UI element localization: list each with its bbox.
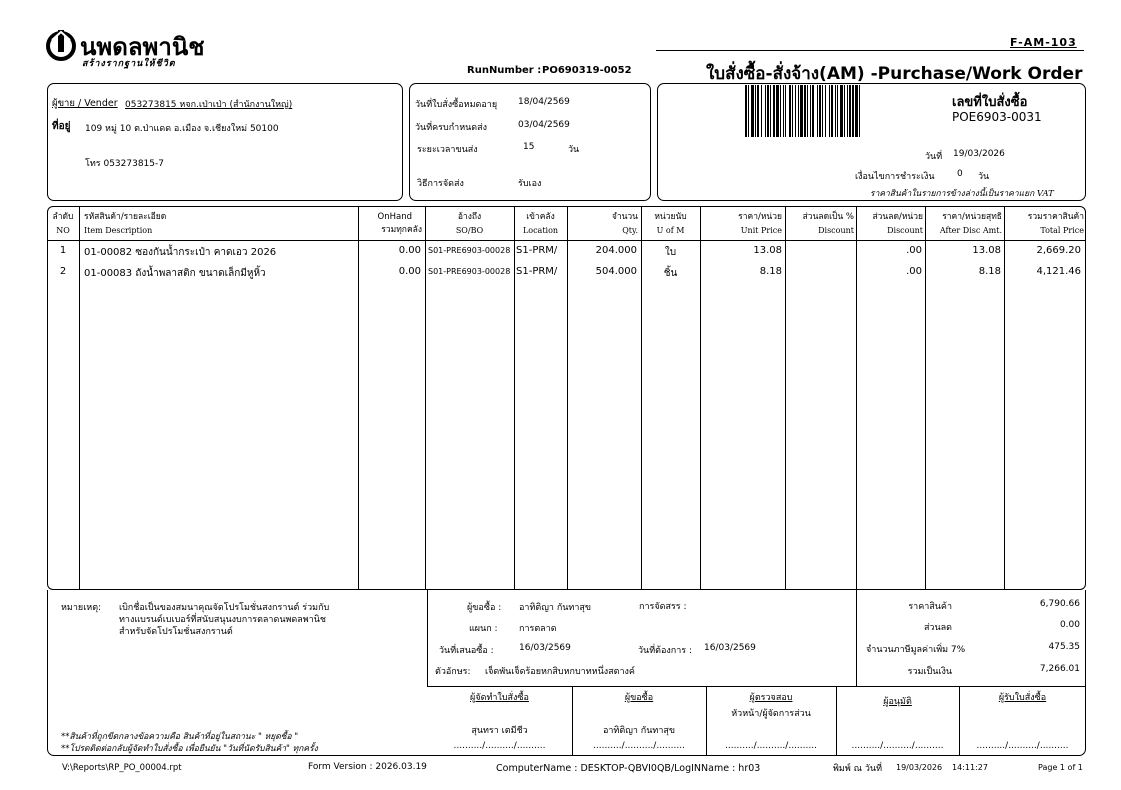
due-label: วันที่ครบกำหนดส่ง — [415, 123, 488, 133]
need-date: 16/03/2569 — [704, 643, 756, 653]
title-rule — [656, 50, 1084, 51]
row1-no: 1 — [59, 245, 67, 256]
expire-label: วันที่ใบสั่งซื้อหมดอายุ — [415, 100, 498, 110]
company-logo-icon — [46, 28, 76, 62]
company-slogan: สร้างรากฐานให้ชีวิต — [82, 59, 176, 69]
footer-print-label: พิมพ์ ณ วันที่ — [833, 764, 883, 774]
lead-value: 15 — [523, 142, 535, 152]
vat-value: 475.35 — [1048, 642, 1080, 652]
lead-unit: วัน — [568, 145, 580, 155]
col-header-onhand: OnHand รวมทุกคลัง — [377, 212, 422, 235]
row1-uom: ใบ — [664, 247, 677, 258]
payment-label: เงื่อนไขการชำระเงิน — [855, 172, 935, 182]
row1-onhand: 0.00 — [398, 245, 421, 256]
po-no: POE6903-0031 — [952, 110, 1042, 124]
dept-label: แผนก : — [469, 624, 498, 634]
row2-onhand: 0.00 — [398, 266, 421, 277]
footer-form-version: Form Version : 2026.03.19 — [308, 762, 427, 772]
discount-label: ส่วนลด — [923, 623, 952, 633]
col-header-desc: รหัสสินค้า/รายละเอียด Item Description — [84, 212, 167, 235]
sig-inspector-title: ผู้ตรวจสอบ — [749, 693, 793, 703]
row2-disc-unit: .00 — [906, 266, 922, 277]
dept-value: การตลาด — [519, 624, 557, 634]
sig-approver-title: ผู้อนุมัติ — [883, 697, 912, 707]
company-name: นพดลพานิช — [80, 32, 205, 61]
col-header-unit-price: ราคา/หน่วย Unit Price — [738, 212, 782, 235]
sig-requester-name: อาทิติญา กันทาสุข — [602, 726, 676, 736]
run-number-label: RunNumber : — [467, 65, 542, 76]
vat-label: จำนวนภาษีมูลค่าเพิ่ม 7% — [866, 645, 966, 655]
sig-inspector-date: ........../........../.......... — [725, 741, 817, 751]
run-number: PO690319-0052 — [542, 65, 632, 76]
subtotal-value: 6,790.66 — [1039, 599, 1080, 609]
form-code: F-AM-103 — [1010, 36, 1077, 49]
col-header-disc-pct: ส่วนลดเป็น % Discount — [802, 212, 854, 235]
row2-uom: ชิ้น — [663, 268, 678, 279]
row1-disc-unit: .00 — [906, 245, 922, 256]
row2-total: 4,121.46 — [1036, 266, 1081, 277]
col-header-no: ลำดับ NO — [52, 212, 74, 235]
row2-location: S1-PRM/ — [516, 266, 558, 277]
row1-location: S1-PRM/ — [516, 245, 558, 256]
propose-label: วันที่เสนอซื้อ : — [439, 646, 494, 656]
row1-qty: 204.000 — [595, 245, 637, 256]
manage-label: การจัดสรร : — [639, 602, 687, 612]
grand-total-label: รวมเป็นเงิน — [907, 667, 952, 677]
vendor-phone: โทร 053273815-7 — [85, 159, 164, 169]
footer-report-path: V:\Reports\RP_PO_00004.rpt — [62, 763, 182, 773]
po-date-label: วันที่ — [925, 152, 943, 162]
sig-requester-title: ผู้ขอซื้อ — [624, 693, 654, 703]
col-header-qty: จำนวน Qty. — [611, 212, 638, 235]
sig-preparer-name: สุนทรา เตมีชีว — [471, 726, 528, 736]
subtotal-label: ราคาสินค้า — [908, 602, 952, 612]
footer-print-time: 14:11:27 — [952, 763, 988, 772]
row1-net-price: 13.08 — [972, 245, 1001, 256]
payment-unit: วัน — [978, 172, 990, 182]
sig-inspector-sub: หัวหน้า/ผู้จัดการส่วน — [731, 709, 811, 719]
footer-print-date: 19/03/2026 — [896, 763, 943, 772]
expire-value: 18/04/2569 — [518, 97, 570, 107]
propose-date: 16/03/2569 — [519, 643, 571, 653]
vat-note: ราคาสินค้าในรายการข้างล่างนี้เป็นราคาแยก VAT — [870, 189, 1054, 199]
need-label: วันที่ต้องการ : — [638, 646, 693, 656]
grand-total-value: 7,266.01 — [1039, 664, 1080, 674]
vendor-address: 109 หมู่ 10 ต.ป่าแดด อ.เมือง จ.เชียงใหม่ 50100 — [85, 124, 279, 134]
col-header-sobo: อ้างถึง SO/BO — [455, 212, 484, 235]
col-header-disc-unit: ส่วนลด/หน่วย Discount — [872, 212, 923, 235]
payment-value: 0 — [957, 169, 963, 179]
row2-net-price: 8.18 — [978, 266, 1001, 277]
po-date: 19/03/2026 — [953, 149, 1005, 159]
row1-unit-price: 13.08 — [753, 245, 782, 256]
method-value: รับเอง — [518, 179, 542, 189]
row1-desc: 01-00082 ซองกันน้ำกระเป๋า คาดเอว 2026 — [84, 247, 277, 258]
note-1: **สินค้าที่ถูกขีดกลางข้อความคือ สินค้าที่อยู่ในสถานะ " หยุดซื้อ " — [61, 732, 299, 742]
col-header-total: รวมราคาสินค้า Total Price — [1027, 212, 1084, 235]
row1-sobo: S01-PRE6903-00028 — [428, 246, 511, 255]
address-label: ที่อยู่ — [52, 121, 71, 132]
due-value: 03/04/2569 — [518, 120, 570, 130]
col-header-location: เข้าคลัง Location — [522, 212, 559, 235]
sig-requester-date: ........../........../.......... — [593, 741, 685, 751]
sig-receiver-date: ........../........../.......... — [976, 741, 1069, 751]
col-header-uom: หน่วยนับ U of M — [654, 212, 687, 235]
po-barcode — [745, 85, 937, 137]
footer-page: Page 1 of 1 — [1038, 763, 1083, 772]
discount-value: 0.00 — [1059, 620, 1080, 630]
remarks-line-2: ทางแบรนด์เบเบอร์ที่สนับสนุนงบการตลาดนพดลพานิช — [119, 615, 327, 625]
col-header-net-price: ราคา/หน่วยสุทธิ After Disc Amt. — [939, 212, 1002, 235]
row2-unit-price: 8.18 — [759, 266, 782, 277]
row1-total: 2,669.20 — [1036, 245, 1081, 256]
method-label: วิธีการจัดส่ง — [417, 179, 464, 189]
document-title: ใบสั่งซื้อ-สั่งจ้าง(AM) -Purchase/Work Order — [706, 64, 1083, 84]
vendor-label: ผู้ขาย / Vender — [52, 98, 118, 109]
text-amount: เจ็ดพันเจ็ดร้อยหกสิบหกบาทหนึ่งสตางค์ — [485, 667, 635, 677]
sig-preparer-date: ........../........../.......... — [453, 741, 546, 751]
sig-approver-date: ........../........../.......... — [851, 741, 944, 751]
remarks-line-1: เบิกชื่อเป็นของสมนาคุณจัดโปรโมชั่นสงกรานต์ ร่วมกับ — [119, 603, 330, 613]
remarks-line-3: สำหรับจัดโปรโมชั่นสงกรานต์ — [119, 627, 233, 637]
sig-receiver-title: ผู้รับใบสั่งซื้อ — [998, 693, 1047, 703]
row2-qty: 504.000 — [595, 266, 637, 277]
barcode-bar — [860, 85, 862, 137]
remarks-label: หมายเหตุ: — [61, 603, 102, 613]
note-2: **โปรดติดต่อกลับผู้จัดทำใบสั่งซื้อ เพื่อยืนยัน "วันที่นัดรับสินค้า" ทุกครั้ง — [61, 744, 318, 754]
sig-preparer-title: ผู้จัดทำใบสั่งซื้อ — [470, 693, 529, 703]
row2-sobo: S01-PRE6903-00028 — [428, 267, 511, 276]
vendor-code-name: 053273815 หจก.เป่าเป่า (สำนักงานใหญ่) — [125, 100, 293, 110]
footer-computer: ComputerName : DESKTOP-QBVI0QB/LogINName : hr03 — [496, 763, 761, 774]
text-amount-label: ตัวอักษร: — [435, 667, 471, 677]
row2-desc: 01-00083 ถังน้ำพลาสติก ขนาดเล็กมีหูหิ้ว — [84, 268, 266, 279]
row2-no: 2 — [59, 266, 67, 277]
po-no-label: เลขที่ใบสั่งซื้อ — [952, 95, 1028, 110]
requester-label: ผู้ขอซื้อ : — [467, 603, 502, 613]
requester-name: อาทิติญา กันทาสุข — [519, 603, 592, 613]
lead-label: ระยะเวลาขนส่ง — [417, 145, 478, 155]
